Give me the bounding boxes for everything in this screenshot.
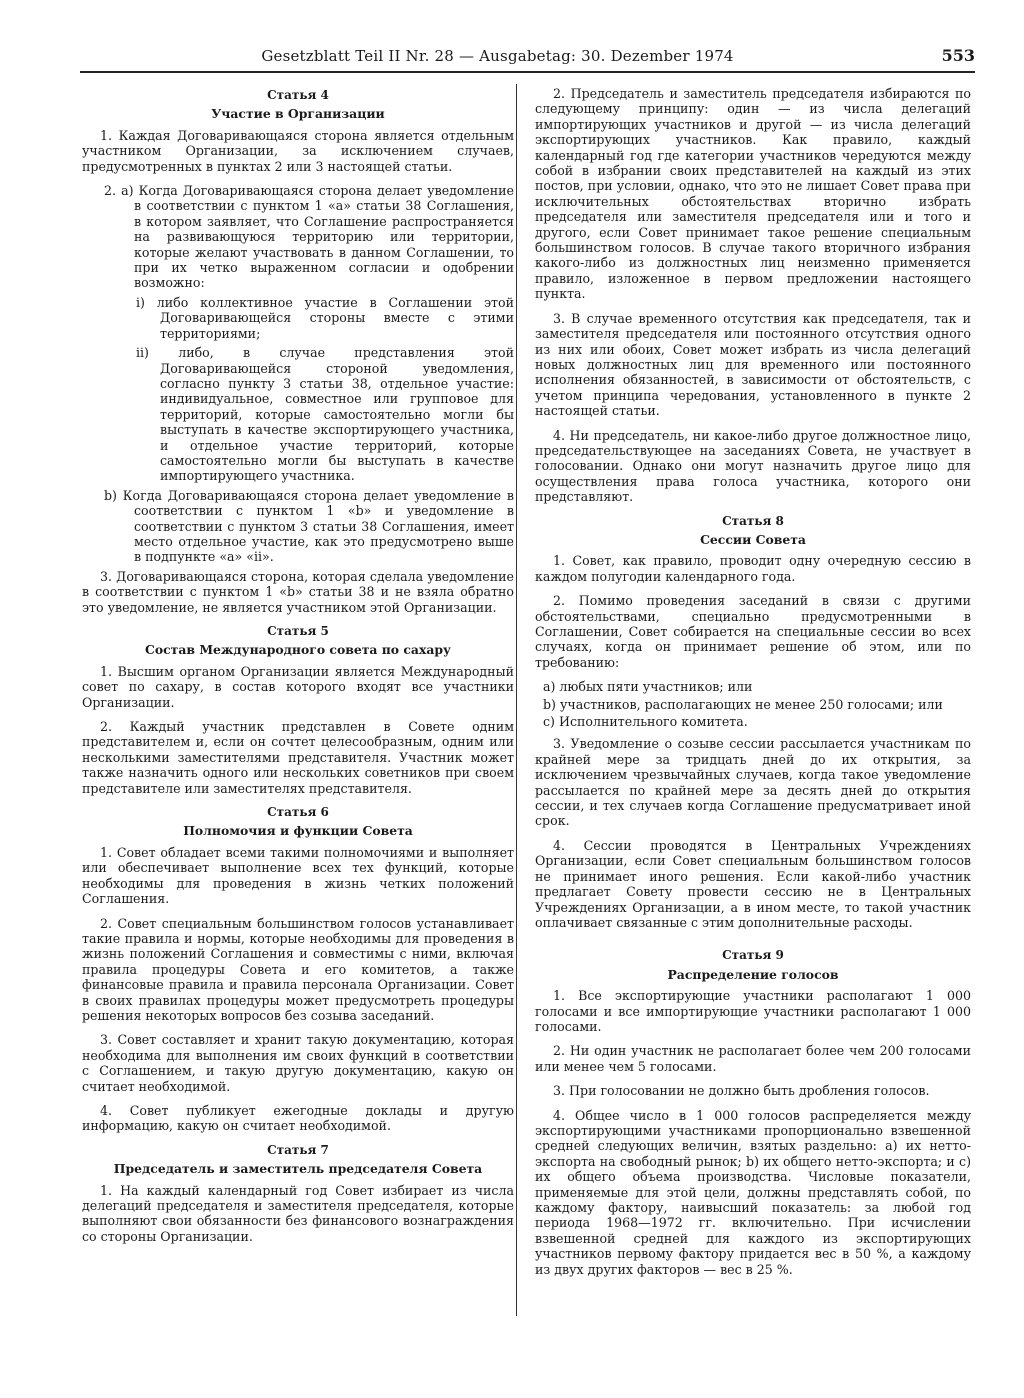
right-column: [535, 86, 971, 1286]
article-6-para-1: 1. Совет обладает всеми такими полномочиями и выполняет или обеспечивает выполнение всех тех функций, которые необходимы для проведения в жизнь четких положений Соглашения.: [82, 844, 514, 907]
article-9-para-1: 1. Все экспортирующие участники располагают 1 000 голосами и все импортирующие участники располагают 1 000 голосами.: [535, 988, 971, 1034]
article-4-number: Статья 4: [267, 88, 329, 102]
article-4-para-1: 1. Каждая Договаривающаяся сторона является отдельным участником Организации, за исключением случаев, предусмотренных в пунктах 2 или 3 настоящей статьи.: [82, 127, 514, 174]
article-4-para-2b: b) Когда Договаривающаяся сторона делает уведомление в соответствии с пунктом 1 «b» и уведомление в соответствии с пунктом 3 статьи 38 Соглашения, имеет место отдельное участие, как это предусмотрено выше в подпункте «a» «ii».: [104, 487, 514, 565]
article-6-title: Полномочия и функции Совета: [183, 823, 413, 839]
article-5-title: Состав Международного совета по сахару: [145, 642, 451, 658]
article-4-para-2a-ii: ii) либо, в случае представления этой Договаривающейся стороной уведомления, согласно пункту 3 статьи 38, отдельное участие: индивидуальное, совместное или групповое для территорий, которые самостоятельно могли бы выступать в качестве экспортирующего участника, и отдельное участие территорий, которые самостоятельно могли бы выступать в качестве импортирующего участника.: [136, 345, 514, 484]
article-7-para-4: 4. Ни председатель, ни какое-либо другое должностное лицо, председательствующее на заседаниях Совета, не участвует в голосовании. Однако они могут назначить другое лицо для осуществления права голоса участника, которого они представляют.: [535, 427, 971, 505]
article-6-para-2: 2. Совет специальным большинством голосов устанавливает такие правила и нормы, которые необходимы для проведения в жизнь положений Соглашения и совместимы с ними, включая правила процедуры Совета и его комитетов, а также финансовые правила и правила персонала Организации. Совет в своих правилах процедуры может предусмотреть процедуры решения некоторых вопросов без созыва заседаний.: [82, 915, 514, 1023]
article-8-title: Сессии Совета: [700, 531, 806, 547]
page-number: 553: [941, 46, 975, 65]
page-header: [80, 45, 975, 73]
article-5-para-2: 2. Каждый участник представлен в Совете одним представителем и, если он сочтет целесообразным, одним или несколькими заместителями представителя. Участник может также назначить одного или нескольких советников при своем представителе или заместителях представителя.: [82, 719, 514, 796]
article-4-para-2a: 2. a) Когда Договаривающаяся сторона делает уведомление в соответствии с пунктом 1 «a» статьи 38 Соглашения, в котором заявляет, что Соглашение распространяется на развивающуюся территорию или территории, которые желают участвовать в данном Соглашении, то при их четко выраженном согласии и одобрении возможно:: [104, 183, 514, 291]
article-8-item-b: b) участников, располагающих не менее 250 голосами; или: [543, 696, 943, 712]
article-8-item-a: a) любых пяти участников; или: [543, 679, 753, 695]
article-4-title: Участие в Организации: [211, 106, 385, 122]
article-8-number: Статья 8: [722, 513, 784, 528]
left-column: [82, 86, 514, 1253]
article-8-para-2: 2. Помимо проведения заседаний в связи с другими обстоятельствами, специально предусмотренными в Соглашении, Совет собирается на специальные сессии во всех случаях, когда он принимает решение об этом, или по требованию:: [535, 593, 971, 670]
article-6-number: Статья 6: [267, 805, 329, 820]
article-9-title: Распределение голосов: [667, 966, 839, 982]
article-6-para-3: 3. Совет составляет и хранит такую документацию, которая необходима для выполнения им своих функций в соответствии с Соглашением, и такую другую документацию, какую он считает необходимой.: [82, 1032, 514, 1094]
running-title: Gesetzblatt Teil II Nr. 28 — Ausgabetag: 30. Dezember 1974: [261, 47, 734, 65]
article-8-para-1: 1. Совет, как правило, проводит одну очередную сессию в каждом полугодии календарного года.: [535, 553, 971, 584]
article-4-para-2a-i: i) либо коллективное участие в Соглашении этой Договаривающейся стороны вместе с этими территориями;: [136, 294, 514, 341]
article-5-para-1: 1. Высшим органом Организации является Международный совет по сахару, в состав которого входят все участники Организации.: [82, 663, 514, 710]
article-9-para-2: 2. Ни один участник не располагает более чем 200 голосами или менее чем 5 голосами.: [535, 1043, 971, 1074]
article-5-number: Статья 5: [267, 624, 329, 638]
column-divider: [516, 84, 517, 1316]
article-8-item-c: c) Исполнительного комитета.: [543, 714, 748, 730]
article-9-para-3: 3. При голосовании не должно быть дробления голосов.: [553, 1083, 930, 1099]
article-9-number: Статья 9: [722, 948, 784, 963]
article-8-para-3: 3. Уведомление о созыве сессии рассылается участникам по крайней мере за тридцать дней до их открытия, за исключением чрезвычайных случаев, когда такое уведомление рассылается по крайней мере за десять дней до открытия сессии, и тех случаев когда Соглашение предусматривает иной срок.: [535, 736, 971, 829]
article-7-para-1: 1. На каждый календарный год Совет избирает из числа делегаций председателя и заместителя председателя, которые выполняют свои обязанности без финансового вознаграждения со стороны Организации.: [82, 1182, 514, 1244]
article-7-title: Председатель и заместитель председателя Совета: [113, 1161, 483, 1177]
article-9-para-4: 4. Общее число в 1 000 голосов распределяется между экспортирующими участниками пропорционально взвешенной средней следующих величин, взятых раздельно: a) их нетто-экспорта на свободный рынок; b) их общего нетто-экспорта; и c) их общего объема производства. Числовые показатели, применяемые для этой цели, должны представлять собой, по каждому фактору, наивысший показатель: за любой год периода 1968—1972 гг. включительно. При исчислении взвешенной средней для каждого из экспортирующих участников первому фактору придается вес в 50 %, а каждому из двух других факторов — вес в 25 %.: [535, 1107, 971, 1277]
article-7-para-3: 3. В случае временного отсутствия как председателя, так и заместителя председателя или постоянного отсутствия одного из них или обоих, Совет может избрать из числа делегаций новых должностных лиц для временного или постоянного исполнения обязанностей, в зависимости от обстоятельств, с учетом принципа чередования, установленного в пункте 2 настоящей статьи.: [535, 310, 971, 419]
article-4-para-3: 3. Договаривающаяся сторона, которая сделала уведомление в соответствии с пунктом 1 «b» статьи 38 и не взяла обратно это уведомление, не является участником этой Организации.: [82, 568, 514, 615]
article-7-para-2: 2. Председатель и заместитель председателя избираются по следующему принципу: один — из числа делегаций импортирующих участников и другой — из числа делегаций экспортирующих участников. Как правило, каждый календарный год где категории участников чередуются между собой в избрании своих представителей на каждый из этих постов, при условии, однако, что это не лишает Совет права при исключительных обстоятельствах вторично избрать председателя или заместителя председателя или и того и другого, если Совет принимает такое решение специальным большинством голосов. В случае такого вторичного избрания какого-либо из должностных лиц неизменно применяется правило, изложенное в первом предложении настоящего пункта.: [535, 86, 971, 302]
article-6-para-4: 4. Совет публикует ежегодные доклады и другую информацию, какую он считает необходимой.: [82, 1102, 514, 1134]
article-8-para-4: 4. Сессии проводятся в Центральных Учреждениях Организации, если Совет специальным большинством голосов не принимает иного решения. Если какой-либо участник предлагает Совету провести сессию не в Центральных Учреждениях Организации, а в ином месте, то такой участник оплачивает связанные с этим дополнительные расходы.: [535, 837, 971, 930]
article-7-number: Статья 7: [267, 1142, 329, 1157]
